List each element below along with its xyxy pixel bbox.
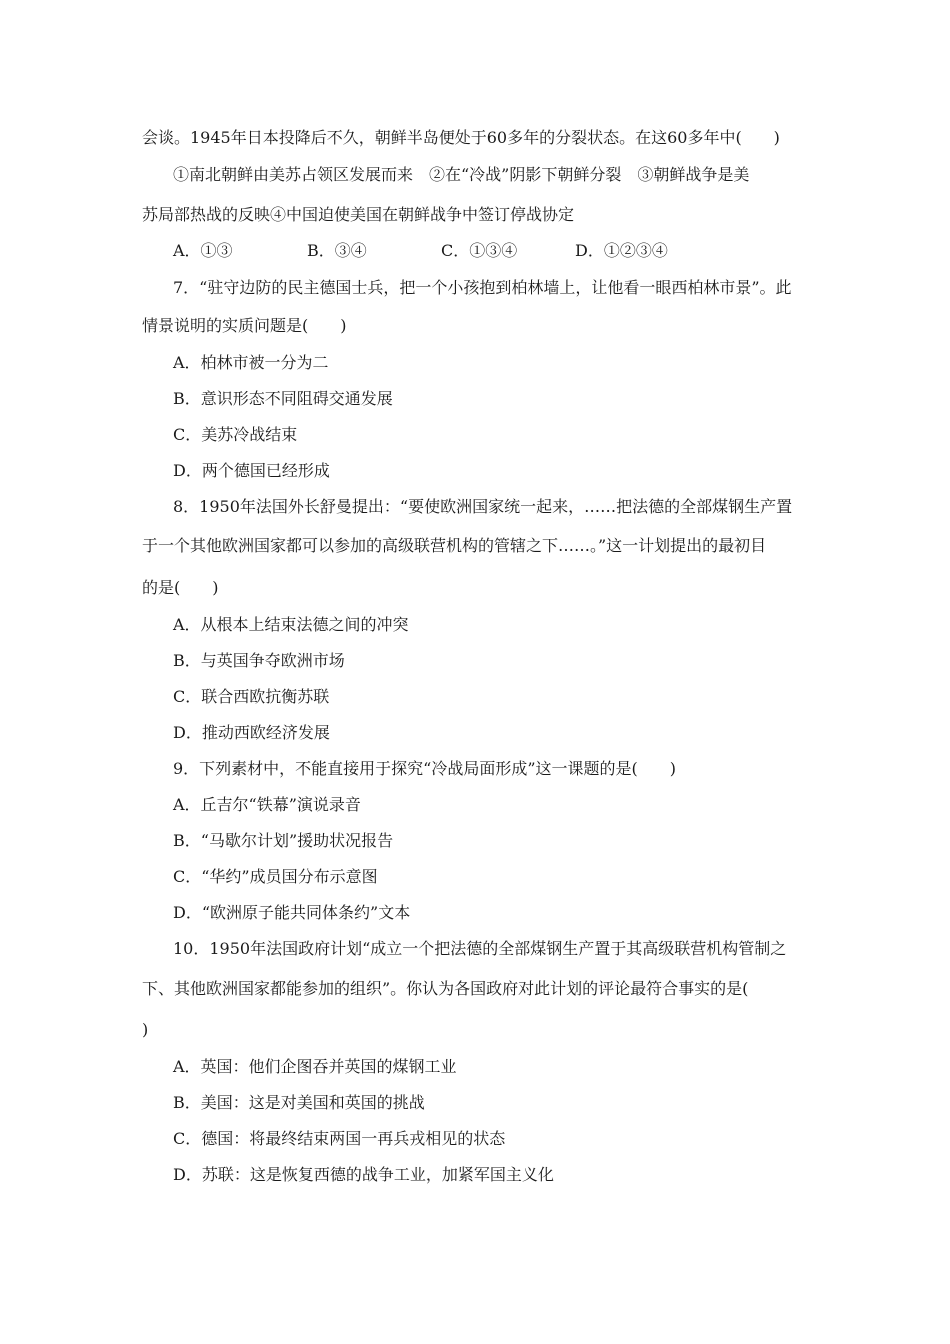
q10-stem-line3: ) bbox=[142, 1020, 149, 1039]
q9-stem: 9．下列素材中，不能直接用于探究“冷战局面形成”这一课题的是( ) bbox=[173, 759, 677, 778]
q9-option-d: D．“欧洲原子能共同体条约”文本 bbox=[173, 903, 411, 922]
q10-stem-line2: 下、其他欧洲国家都能参加的组织”。你认为各国政府对此计划的评论最符合事实的是( bbox=[142, 979, 749, 998]
q7-stem-line2: 情景说明的实质问题是( ) bbox=[142, 316, 347, 335]
q6-items-line2: 苏局部热战的反映④中国迫使美国在朝鲜战争中签订停战协定 bbox=[142, 205, 575, 224]
q9-option-a: A．丘吉尔“铁幕”演说录音 bbox=[173, 795, 361, 814]
q6-stem-continuation: 会谈。1945年日本投降后不久，朝鲜半岛便处于60多年的分裂状态。在这60多年中( ) bbox=[142, 128, 780, 147]
q8-option-c: C．联合西欧抗衡苏联 bbox=[173, 687, 330, 706]
q8-stem-line3: 的是( ) bbox=[142, 578, 219, 597]
q9-option-c: C．“华约”成员国分布示意图 bbox=[173, 867, 378, 886]
q7-stem-line1: 7．“驻守边防的民主德国士兵，把一个小孩抱到柏林墙上，让他看一眼西柏林市景”。此 bbox=[173, 278, 792, 297]
q6-option-a: A．①③ bbox=[173, 241, 233, 260]
q8-option-b: B．与英国争夺欧洲市场 bbox=[173, 651, 345, 670]
q6-option-d: D．①②③④ bbox=[575, 241, 668, 260]
q9-option-b: B．“马歇尔计划”援助状况报告 bbox=[173, 831, 394, 850]
q7-option-a: A．柏林市被一分为二 bbox=[173, 353, 329, 372]
q10-option-a: A．英国：他们企图吞并英国的煤钢工业 bbox=[173, 1057, 457, 1076]
q7-option-c: C．美苏冷战结束 bbox=[173, 425, 298, 444]
q8-option-d: D．推动西欧经济发展 bbox=[173, 723, 330, 742]
q10-option-c: C．德国：将最终结束两国一再兵戎相见的状态 bbox=[173, 1129, 506, 1148]
q8-stem-line2: 于一个其他欧洲国家都可以参加的高级联营机构的管辖之下……。”这一计划提出的最初目 bbox=[142, 536, 767, 555]
q7-option-d: D．两个德国已经形成 bbox=[173, 461, 330, 480]
q7-option-b: B．意识形态不同阻碍交通发展 bbox=[173, 389, 393, 408]
q10-option-b: B．美国：这是对美国和英国的挑战 bbox=[173, 1093, 425, 1112]
q10-option-d: D．苏联：这是恢复西德的战争工业，加紧军国主义化 bbox=[173, 1165, 554, 1184]
q10-stem-line1: 10．1950年法国政府计划“成立一个把法德的全部煤钢生产置于其高级联营机构管制之 bbox=[173, 939, 787, 958]
q8-option-a: A．从根本上结束法德之间的冲突 bbox=[173, 615, 409, 634]
q8-stem-line1: 8．1950年法国外长舒曼提出：“要使欧洲国家统一起来，……把法德的全部煤钢生产置 bbox=[173, 497, 793, 516]
q6-items-line1: ①南北朝鲜由美苏占领区发展而来 ②在“冷战”阴影下朝鲜分裂 ③朝鲜战争是美 bbox=[173, 165, 750, 184]
q6-option-c: C．①③④ bbox=[441, 241, 518, 260]
q6-option-b: B．③④ bbox=[307, 241, 367, 260]
